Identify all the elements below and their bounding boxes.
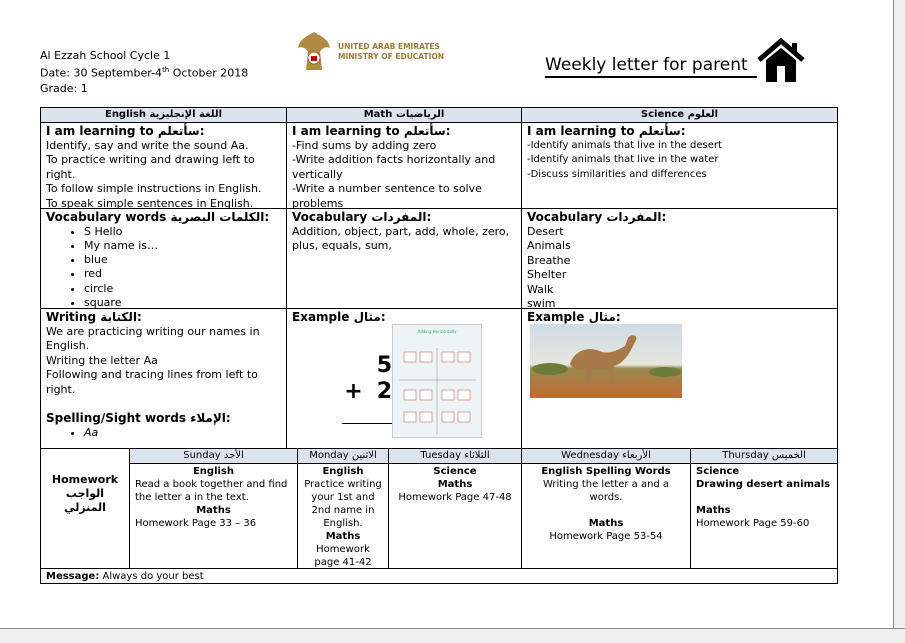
english-learning-cell — [40, 122, 287, 209]
english-vocab-cell — [40, 208, 287, 309]
homework-line: Maths — [588, 518, 624, 529]
learning-label: I am learning to سأتعلم: — [46, 124, 205, 138]
homework-line: Homework Page 47-48 — [398, 492, 512, 503]
homework-line: Read a book together and find the letter a in the text. — [135, 479, 288, 503]
ministry-logo — [296, 30, 444, 74]
page-edge-bottom — [0, 628, 905, 643]
english-writing-cell — [40, 308, 287, 449]
homework-label-arabic: الواجب المنزلي — [64, 487, 106, 514]
math-vocab-cell — [286, 208, 522, 309]
homework-line: Maths — [325, 531, 361, 542]
worksheet-title: Adding Horizontally — [417, 329, 457, 334]
day-header: Monday الاثنين — [297, 448, 389, 464]
addend-top: 5 — [376, 353, 392, 378]
math-learning-cell — [286, 122, 522, 209]
day-homework-cell — [297, 463, 389, 569]
day-header: Thursday الخميس — [690, 448, 838, 464]
falcon-emblem-icon — [296, 30, 332, 74]
homework-line: Maths — [696, 505, 731, 516]
school-name: Al Ezzah School Cycle 1 — [40, 49, 171, 62]
science-objective: -Discuss similarities and differences — [527, 168, 707, 180]
column-header-english: English اللغة الإنجليزية — [40, 107, 287, 123]
math-example-cell — [286, 308, 522, 449]
math-objective: -Find sums by adding zero — [292, 138, 437, 152]
spelling-label: Spelling/Sight words الإملاء: — [46, 411, 231, 425]
vocab-word: • circle — [84, 282, 281, 296]
science-learning-cell — [521, 122, 838, 209]
message-label: Message: — [46, 571, 100, 582]
english-objective: To follow simple instructions in English. — [46, 182, 262, 195]
homework-line: English Spelling Words — [541, 466, 671, 477]
vocab-word: • red — [84, 267, 281, 281]
vocab-label: Vocabulary words الكلمات البصرية: — [46, 210, 270, 224]
homework-line: Homework Page 33 – 36 — [135, 518, 257, 529]
logo-line1: UNITED ARAB EMIRATES — [338, 42, 440, 51]
house-icon — [757, 38, 805, 84]
spelling-word: • Aa — [84, 426, 281, 441]
homework-line: Maths — [437, 479, 473, 490]
writing-line: Following and tracing lines from left to right. — [46, 368, 258, 396]
homework-line — [696, 491, 832, 504]
vocab-label: Vocabulary المفردات: — [527, 210, 667, 224]
page-title: Weekly letter for parent — [545, 55, 757, 78]
column-header-science: Science العلوم — [521, 107, 838, 123]
day-homework-cell — [690, 463, 838, 569]
addition-example — [342, 353, 392, 424]
science-objective: -Identify animals that live in the desert — [527, 139, 722, 151]
learning-label: I am learning to سأتعلم: — [292, 124, 451, 138]
worksheet-image — [392, 324, 482, 438]
worksheet-graphic-icon — [394, 340, 480, 440]
date-sup: th — [162, 66, 170, 74]
logo-line2: MINISTRY OF EDUCATION — [338, 52, 445, 61]
day-header: Sunday الأحد — [129, 448, 298, 464]
camel-photo — [530, 324, 682, 398]
message-text: Always do your best — [99, 571, 204, 582]
homework-line: Homework Page 59-60 — [696, 518, 810, 529]
homework-line: Homework page 41-42 — [314, 544, 372, 568]
day-header: Wednesday الأربعاء — [521, 448, 691, 464]
writing-line: We are practicing writing our names in English. — [46, 324, 260, 352]
day-homework-cell — [521, 463, 691, 569]
sum-line — [342, 423, 392, 424]
date-start: Date: 30 September-4 — [40, 66, 163, 80]
homework-line: Science — [433, 466, 477, 477]
math-objective: -Write a number sentence to solve problems — [292, 182, 482, 209]
english-objective: To speak simple sentences in English. — [46, 196, 254, 209]
writing-line: Writing the letter Aa — [46, 353, 158, 367]
homework-line: Homework Page 53-54 — [549, 531, 663, 542]
vocab-word: • square — [84, 296, 281, 309]
example-label: Example مثال: — [527, 310, 621, 324]
plus-sign: + — [344, 379, 363, 404]
letter-header — [40, 48, 248, 96]
homework-line: Drawing desert animals — [696, 479, 831, 490]
day-header: Tuesday الثلاثاء — [388, 448, 522, 464]
learning-label: I am learning to سأتعلم: — [527, 124, 686, 138]
science-objective: -Identify animals that live in the water — [527, 154, 719, 165]
science-vocab-cell — [521, 208, 838, 309]
date — [40, 63, 248, 81]
homework-line — [527, 504, 685, 517]
vocab-word: Shelter — [527, 268, 567, 281]
day-homework-cell — [388, 463, 522, 569]
vocab-word: • My name is… — [84, 239, 281, 253]
english-objective: Identify, say and write the sound Aa. — [46, 138, 249, 152]
message-row — [40, 568, 838, 584]
column-header-math: Math الرياضيات — [286, 107, 522, 123]
homework-label: Homework — [51, 473, 119, 486]
vocab-word: • blue — [84, 253, 281, 267]
science-example-cell — [521, 308, 838, 449]
vocab-word: Breathe — [527, 253, 571, 267]
addend-bottom: 2 — [376, 379, 392, 404]
example-label: Example مثال: — [292, 310, 386, 324]
math-vocab-words: Addition, object, part, add, whole, zero, plus, equals, sum, — [292, 224, 510, 252]
vocab-word: Animals — [527, 239, 571, 252]
homework-label-cell — [40, 448, 130, 569]
vocab-label: Vocabulary المفردات: — [292, 210, 432, 224]
vocab-word: swim — [527, 297, 556, 309]
day-homework-cell — [129, 463, 298, 569]
homework-line: English — [322, 466, 364, 477]
vocab-word: • S Hello — [84, 225, 281, 239]
vocab-word: Desert — [527, 224, 564, 238]
writing-label: Writing الكتابة: — [46, 310, 142, 324]
math-objective: -Write addition facts horizontally and vertically — [292, 153, 496, 181]
date-end: October 2018 — [169, 66, 249, 80]
grade: Grade: 1 — [40, 81, 88, 95]
english-objective: To practice writing and drawing left to right. — [46, 153, 255, 181]
page-edge-right — [893, 0, 905, 643]
homework-line: Practice writing your 1st and 2nd name in English. — [304, 479, 382, 529]
homework-line: Maths — [196, 505, 231, 516]
homework-line: Science — [696, 466, 740, 477]
vocab-word: Walk — [527, 282, 554, 296]
homework-line: English — [192, 466, 235, 477]
homework-line: Writing the letter a and a words. — [542, 479, 670, 503]
